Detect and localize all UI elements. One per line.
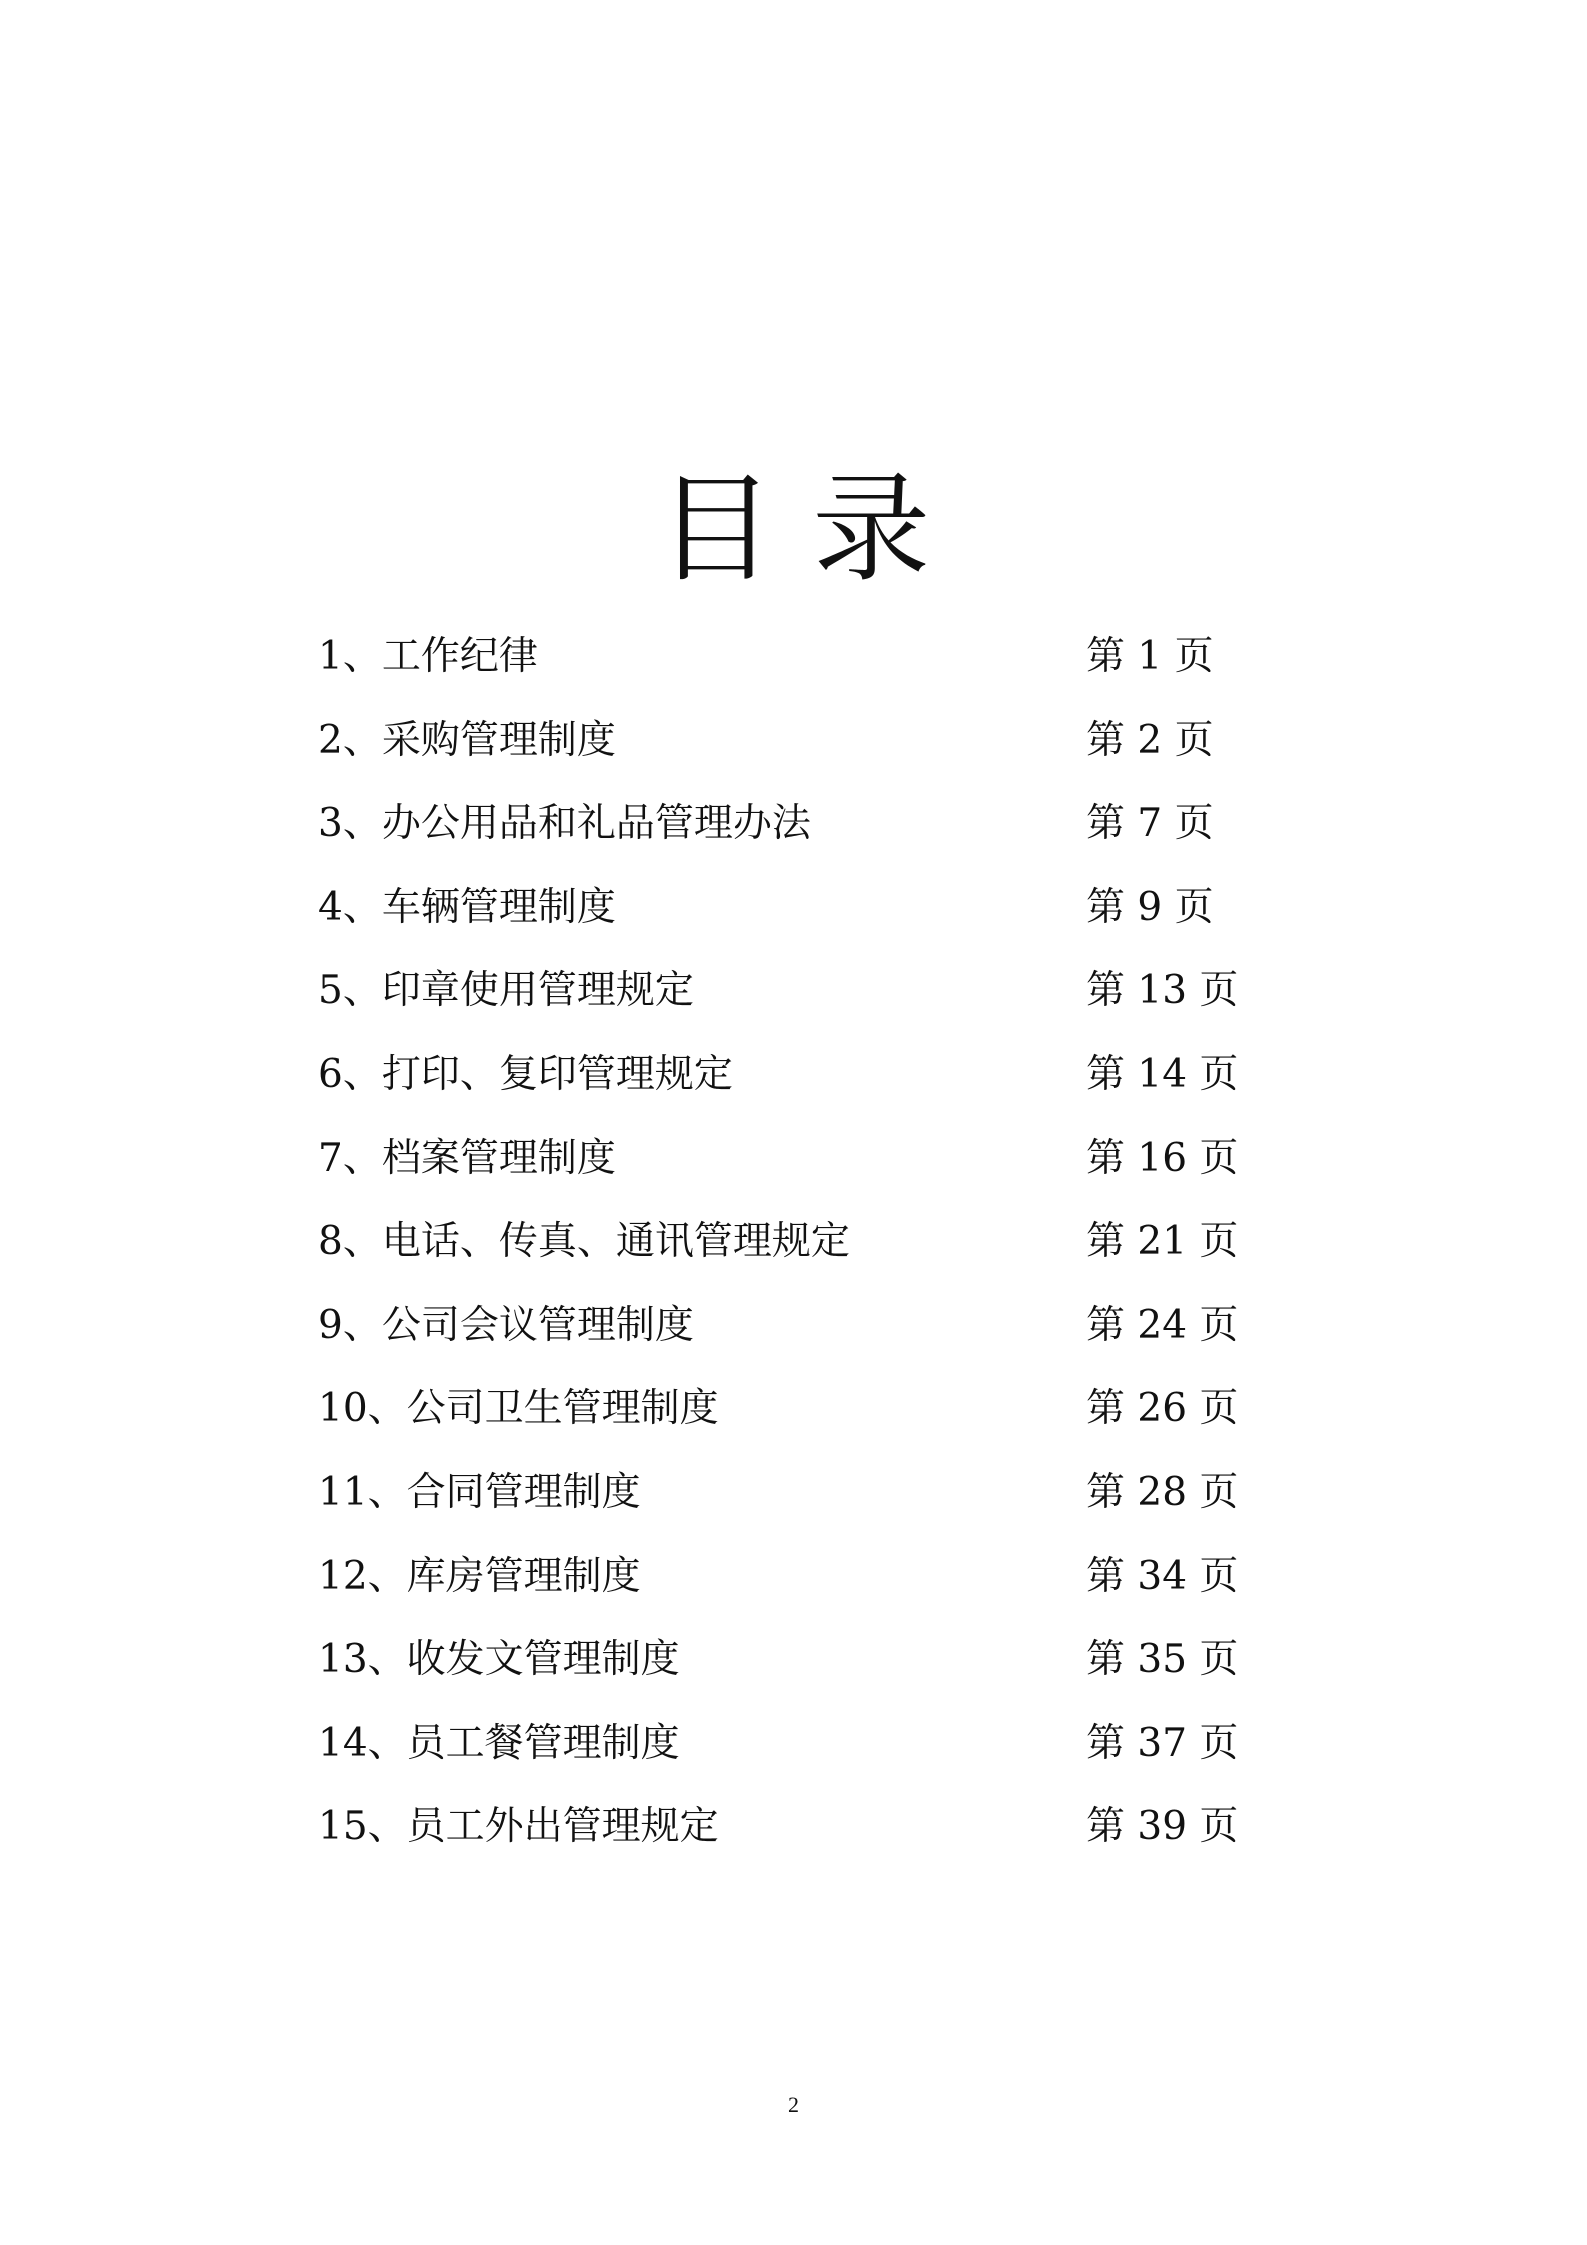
- toc-row: [318, 1618, 1238, 1702]
- toc-entry-title: 1、工作纪律: [318, 634, 538, 679]
- toc-row: [318, 1284, 1238, 1368]
- toc-entry-title: 7、档案管理制度: [318, 1135, 616, 1181]
- toc-row: [318, 699, 1238, 783]
- table-of-contents-title: 目 录: [656, 460, 931, 599]
- toc-entry-title: 12、库房管理制度: [318, 1553, 641, 1599]
- toc-page-reference: 第 21 页: [1086, 1219, 1239, 1265]
- toc-entry-title: 13、收发文管理制度: [318, 1637, 680, 1683]
- toc-page-reference: 第 9 页: [1086, 884, 1214, 930]
- toc-page-reference: 第 16 页: [1086, 1135, 1239, 1181]
- toc-page-reference: 第 1 页: [1086, 634, 1214, 679]
- toc-page-reference: 第 34 页: [1086, 1553, 1239, 1599]
- toc-row: [318, 866, 1238, 950]
- toc-entry-title: 4、车辆管理制度: [318, 884, 616, 930]
- toc-row: [318, 1033, 1238, 1117]
- toc-entry-title: 8、电话、传真、通讯管理规定: [318, 1219, 850, 1265]
- toc-row: [318, 1367, 1238, 1451]
- toc-row: [318, 949, 1238, 1033]
- toc-page-reference: 第 26 页: [1086, 1386, 1239, 1432]
- toc-entry-title: 2、采购管理制度: [318, 717, 616, 763]
- toc-entry-title: 6、打印、复印管理规定: [318, 1051, 733, 1097]
- toc-page-reference: 第 37 页: [1086, 1720, 1239, 1766]
- toc-page-reference: 第 14 页: [1086, 1051, 1239, 1097]
- page-number: 2: [788, 2092, 799, 2117]
- toc-page-reference: 第 7 页: [1086, 801, 1214, 847]
- toc-entry-title: 10、公司卫生管理制度: [318, 1386, 719, 1432]
- table-of-contents-list: [318, 615, 1238, 1869]
- toc-row: [318, 1200, 1238, 1284]
- toc-page-reference: 第 39 页: [1086, 1804, 1239, 1850]
- toc-row: [318, 1535, 1238, 1619]
- toc-row: [318, 1785, 1238, 1869]
- toc-page-reference: 第 2 页: [1086, 717, 1214, 763]
- toc-entry-title: 9、公司会议管理制度: [318, 1302, 694, 1348]
- toc-row: [318, 615, 1238, 699]
- toc-entry-title: 14、员工餐管理制度: [318, 1720, 680, 1766]
- toc-page-reference: 第 13 页: [1086, 968, 1239, 1014]
- toc-row: [318, 1117, 1238, 1201]
- toc-page-reference: 第 35 页: [1086, 1637, 1239, 1683]
- toc-entry-title: 3、办公用品和礼品管理办法: [318, 801, 811, 847]
- toc-row: [318, 1702, 1238, 1786]
- toc-row: [318, 782, 1238, 866]
- toc-row: [318, 1451, 1238, 1535]
- toc-entry-title: 15、员工外出管理规定: [318, 1804, 719, 1850]
- toc-page-reference: 第 24 页: [1086, 1302, 1239, 1348]
- toc-entry-title: 11、合同管理制度: [318, 1469, 641, 1515]
- toc-entry-title: 5、印章使用管理规定: [318, 968, 694, 1014]
- toc-page-reference: 第 28 页: [1086, 1469, 1239, 1515]
